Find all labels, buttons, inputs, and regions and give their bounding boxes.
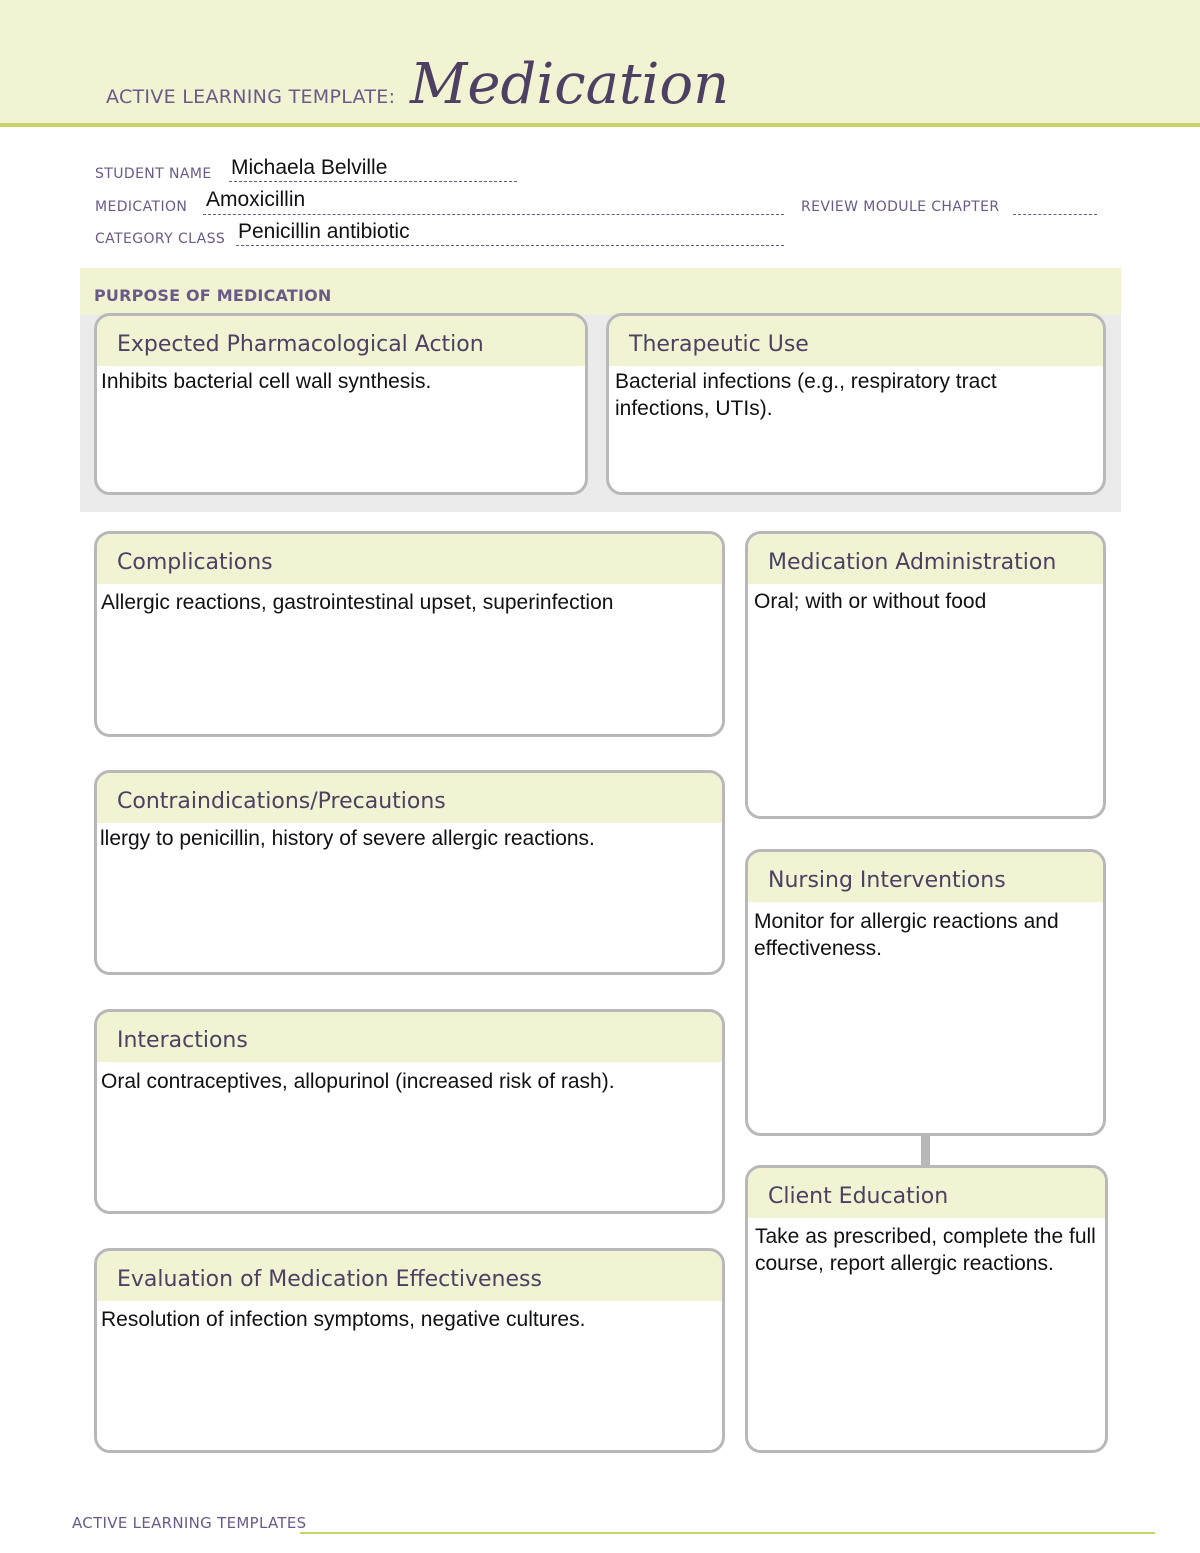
review-module-line <box>1013 214 1097 215</box>
student-name-line <box>229 181 517 182</box>
medication-line <box>203 214 784 215</box>
pharm-action-body[interactable]: Inhibits bacterial cell wall synthesis. <box>101 370 432 393</box>
header-rule <box>0 123 1200 127</box>
contraindications-body[interactable]: llergy to penicillin, history of severe allergic reactions. <box>100 827 595 850</box>
administration-title: Medication Administration <box>748 534 1103 584</box>
evaluation-body[interactable]: Resolution of infection symptoms, negative cultures. <box>101 1308 586 1331</box>
card-connector <box>921 1134 930 1167</box>
therapeutic-use-body[interactable]: Bacterial infections (e.g., respiratory tract infections, UTIs). <box>615 370 997 420</box>
header-label: ACTIVE LEARNING TEMPLATE: <box>106 86 396 108</box>
review-module-label: REVIEW MODULE CHAPTER <box>801 199 1000 215</box>
contraindications-card <box>94 770 725 975</box>
complications-body[interactable]: Allergic reactions, gastrointestinal upset, superinfection <box>101 591 614 614</box>
pharm-action-card <box>94 313 588 495</box>
medication-label: MEDICATION <box>95 199 188 215</box>
pharm-action-title: Expected Pharmacological Action <box>97 316 585 366</box>
nursing-interventions-body[interactable]: Monitor for allergic reactions and effectiveness. <box>754 910 1059 960</box>
administration-body[interactable]: Oral; with or without food <box>754 590 987 613</box>
nursing-interventions-title: Nursing Interventions <box>748 852 1103 902</box>
category-class-line <box>236 245 784 246</box>
evaluation-card <box>94 1248 725 1453</box>
contraindications-title: Contraindications/Precautions <box>97 773 722 823</box>
nursing-interventions-card <box>745 849 1106 1136</box>
evaluation-title: Evaluation of Medication Effectiveness <box>97 1251 722 1301</box>
purpose-label: PURPOSE OF MEDICATION <box>94 286 332 305</box>
administration-card <box>745 531 1106 819</box>
category-class-label: CATEGORY CLASS <box>95 231 226 247</box>
client-education-title: Client Education <box>748 1168 1105 1218</box>
medication-field[interactable]: Amoxicillin <box>206 188 306 211</box>
interactions-title: Interactions <box>97 1012 722 1062</box>
interactions-body[interactable]: Oral contraceptives, allopurinol (increased risk of rash). <box>101 1070 615 1093</box>
category-class-field[interactable]: Penicillin antibiotic <box>238 220 410 243</box>
client-education-body[interactable]: Take as prescribed, complete the full course, report allergic reactions. <box>755 1225 1096 1275</box>
interactions-card <box>94 1009 725 1214</box>
page-title: Medication <box>410 52 730 117</box>
complications-card <box>94 531 725 737</box>
footer-label: ACTIVE LEARNING TEMPLATES <box>72 1514 307 1532</box>
therapeutic-use-card <box>606 313 1106 495</box>
client-education-card <box>745 1165 1108 1453</box>
complications-title: Complications <box>97 534 722 584</box>
student-name-label: STUDENT NAME <box>95 166 212 182</box>
therapeutic-use-title: Therapeutic Use <box>609 316 1103 366</box>
footer-rule <box>300 1532 1155 1534</box>
student-name-field[interactable]: Michaela Belville <box>231 156 388 179</box>
